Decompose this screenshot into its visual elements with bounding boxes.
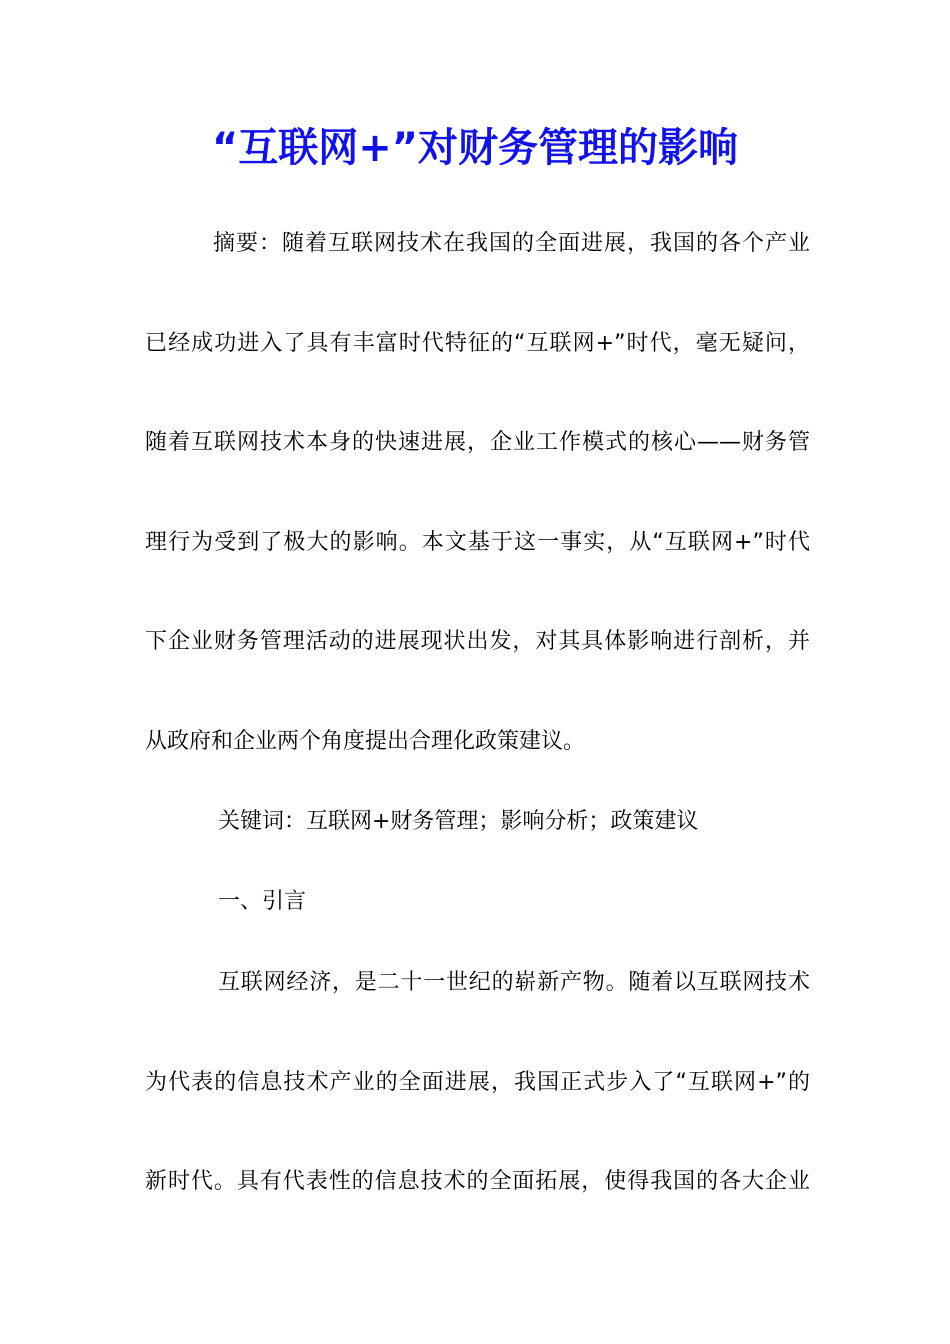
body-line: 新时代。具有代表性的信息技术的全面拓展，使得我国的各大企业 [145, 1169, 810, 1194]
keywords-line: 关键词：互联网+财务管理；影响分析；政策建议 [218, 809, 699, 834]
abstract-line: 摘要：随着互联网技术在我国的全面进展，我国的各个产业 [213, 231, 810, 256]
abstract-line: 已经成功进入了具有丰富时代特征的“互联网+”时代，毫无疑问， [145, 331, 810, 356]
body-line: 互联网经济，是二十一世纪的崭新产物。随着以互联网技术 [218, 970, 810, 995]
abstract-line: 下企业财务管理活动的进展现状出发，对其具体影响进行剖析，并 [145, 629, 810, 654]
section-heading: 一、引言 [218, 889, 307, 914]
abstract-line: 随着互联网技术本身的快速进展，企业工作模式的核心——财务管 [145, 430, 810, 455]
abstract-line: 从政府和企业两个角度提出合理化政策建议。 [145, 729, 586, 754]
abstract-line: 理行为受到了极大的影响。本文基于这一事实，从“互联网+”时代 [145, 530, 810, 555]
body-line: 为代表的信息技术产业的全面进展，我国正式步入了“互联网+”的 [145, 1070, 810, 1095]
document-title: “互联网+”对财务管理的影响 [211, 125, 739, 171]
